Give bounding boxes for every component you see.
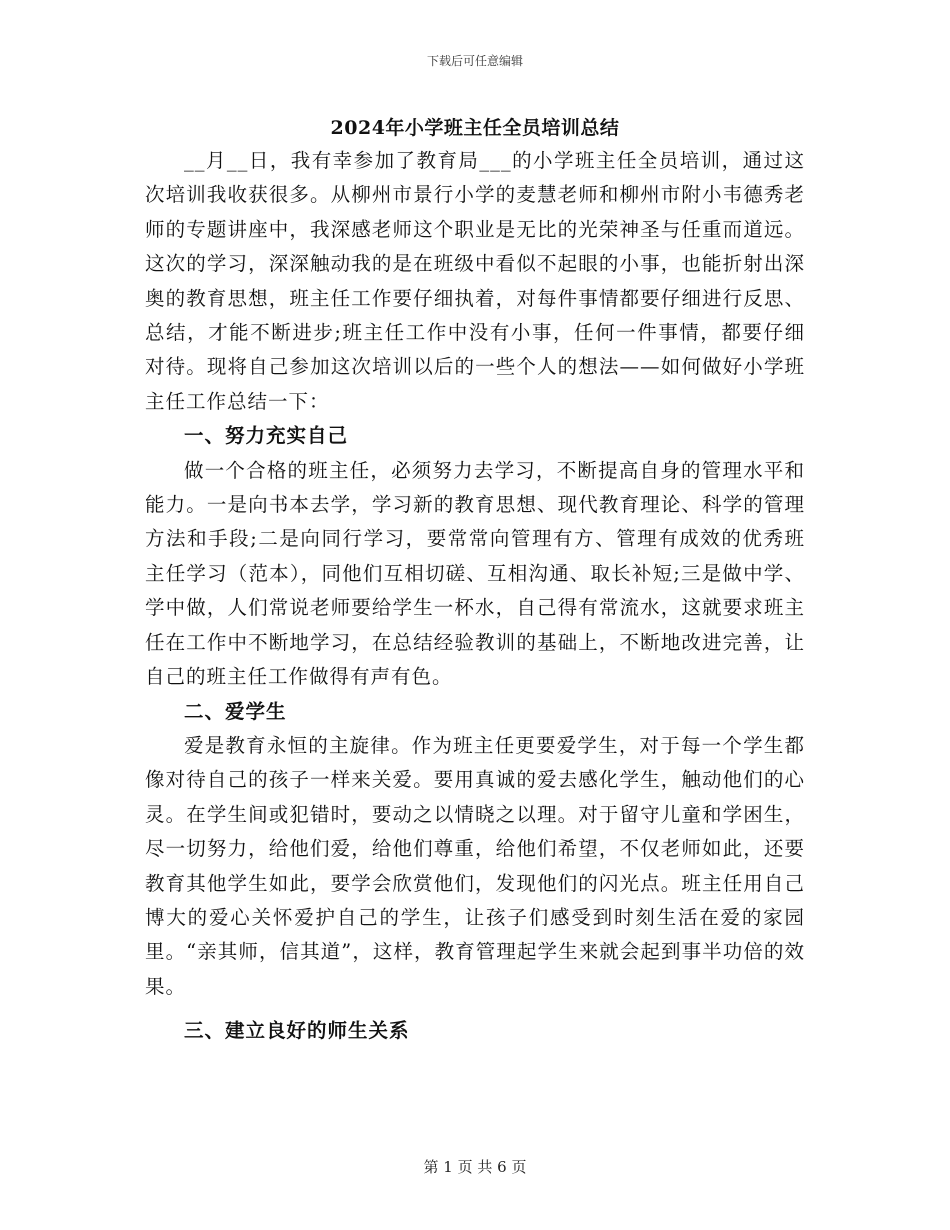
section-heading-3: 三、建立良好的师生关系 bbox=[184, 1019, 410, 1043]
section-body-1: 做一个合格的班主任，必须努力去学习，不断提高自身的管理水平和能力。一是向书本去学，学习新的教育思想、现代教育理论、科学的管理方法和手段;二是向同行学习，要常常向管理有方、管理有成效的优秀班主任学习（范本），同他们互相切磋、互相沟通、取长补短;三是做中学、学中做，人们常说老师要给学生一杯水，自己得有常流水，这就要求班主任在工作中不断地学习，在总结经验教训的基础上，不断地改进完善，让自己的班主任工作做得有声有色。 bbox=[145, 458, 805, 689]
document-body bbox=[145, 112, 805, 1053]
section-heading-2: 二、爱学生 bbox=[184, 699, 287, 723]
section-heading-1: 一、努力充实自己 bbox=[184, 424, 349, 448]
intro-paragraph: __月__日，我有幸参加了教育局___的小学班主任全员培训，通过这次培训我收获很多。从柳州市景行小学的麦慧老师和柳州市附小韦德秀老师的专题讲座中，我深感老师这个职业是无比的光荣神圣与任重而道远。这次的学习，深深触动我的是在班级中看似不起眼的小事，也能折射出深奥的教育思想，班主任工作要仔细执着，对每件事情都要仔细进行反思、总结，才能不断进步;班主任工作中没有小事，任何一件事情，都要仔细对待。现将自己参加这次培训以后的一些个人的想法——如何做好小学班主任工作总结一下： bbox=[145, 149, 805, 413]
section-body-2: 爱是教育永恒的主旋律。作为班主任更要爱学生，对于每一个学生都像对待自己的孩子一样来关爱。要用真诚的爱去感化学生，触动他们的心灵。在学生间或犯错时，要动之以情晓之以理。对于留守儿童和学困生，尽一切努力，给他们爱，给他们尊重，给他们希望，不仅老师如此，还要教育其他学生如此，要学会欣赏他们，发现他们的闪光点。班主任用自己博大的爱心关怀爱护自己的学生，让孩子们感受到时刻生活在爱的家园里。“亲其师，信其道”，这样，教育管理起学生来就会起到事半功倍的效果。 bbox=[145, 733, 805, 998]
page-indicator: 第 1 页 共 6 页 bbox=[423, 1158, 527, 1176]
download-note: 下载后可任意编辑 bbox=[426, 54, 523, 68]
document-title: 2024年小学班主任全员培训总结 bbox=[330, 117, 620, 139]
